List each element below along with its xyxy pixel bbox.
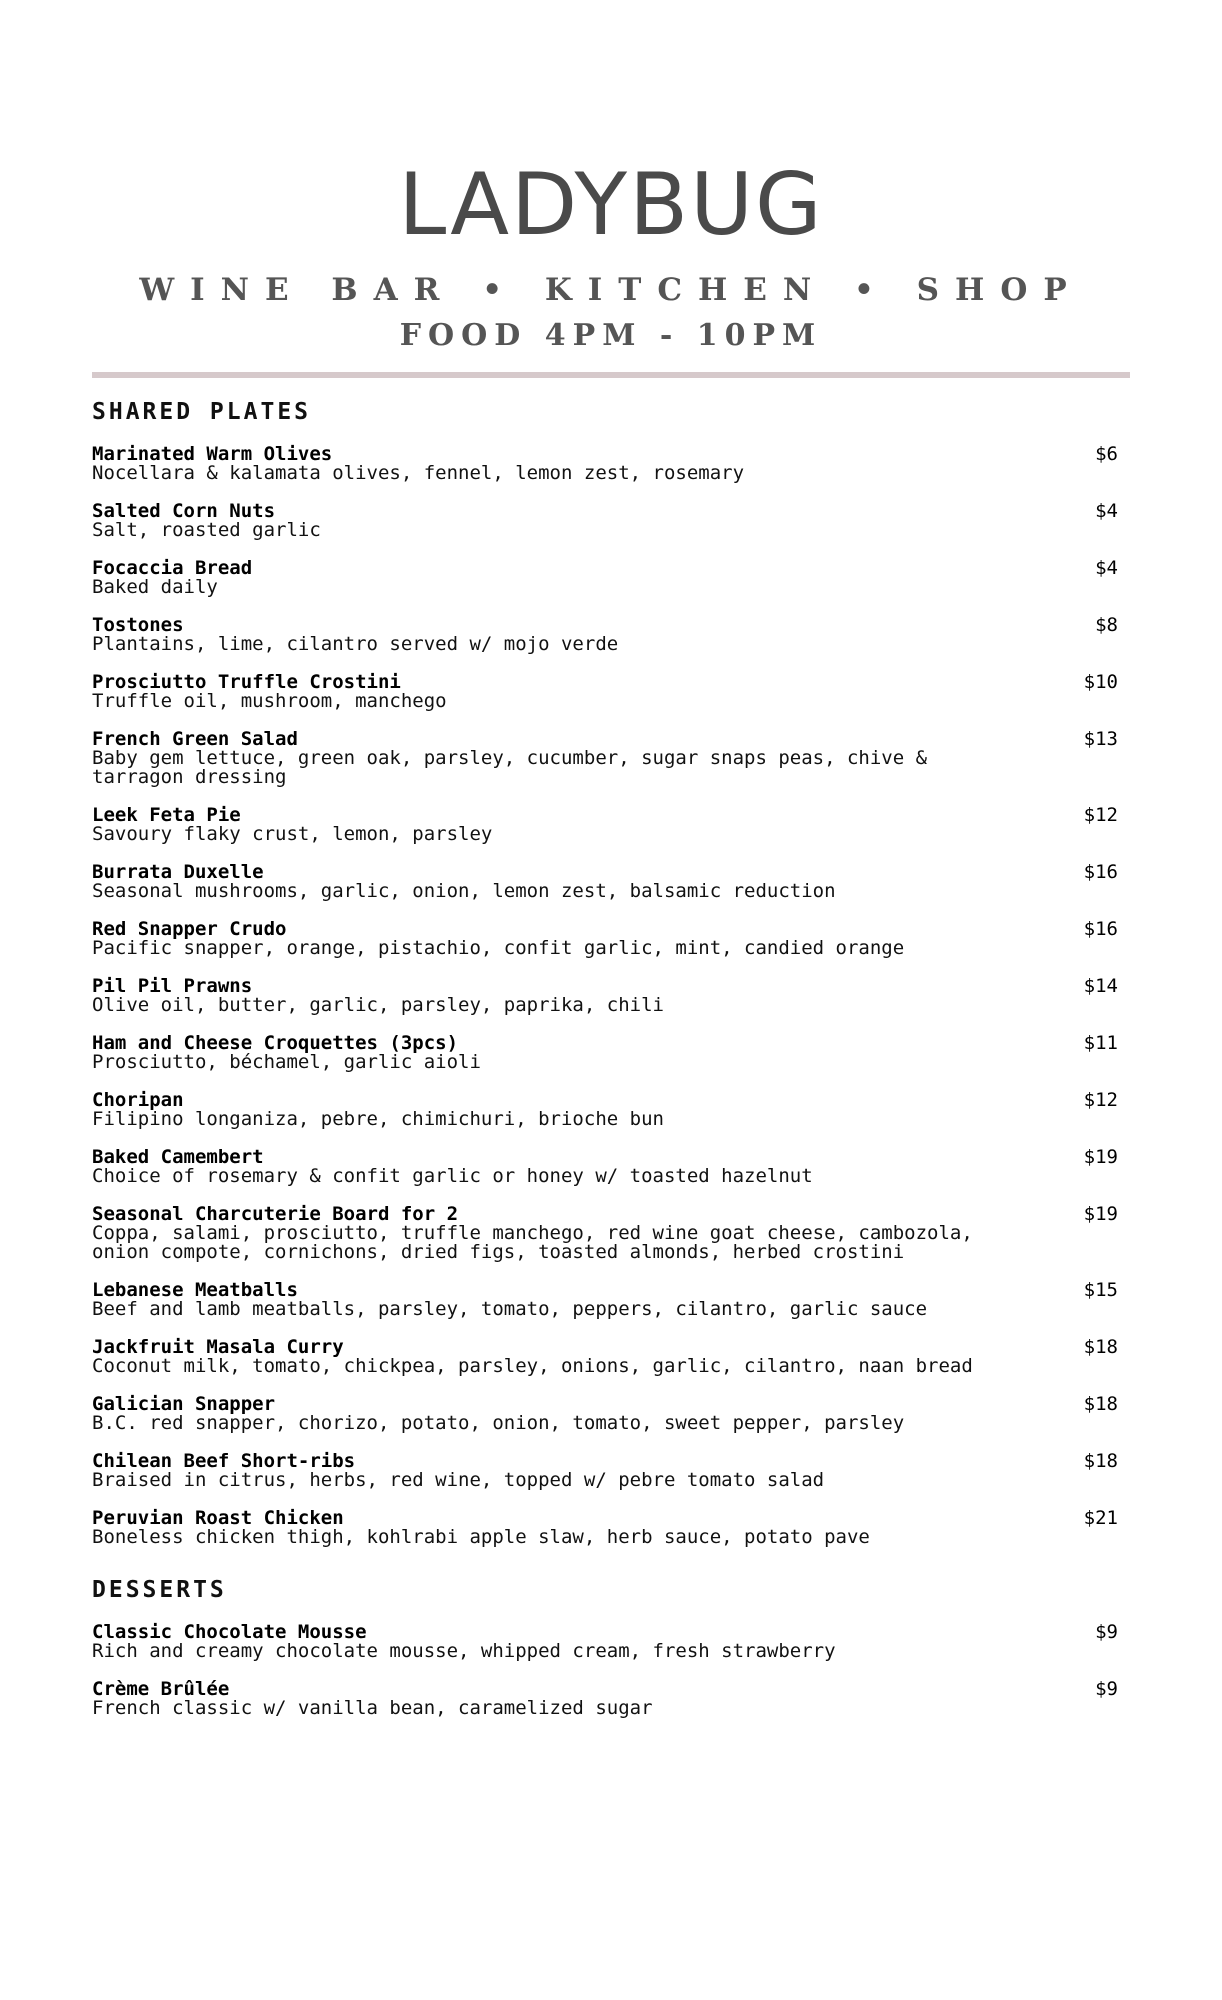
menu-item-description: Boneless chicken thigh, kohlrabi apple slaw, herb sauce, potato pave: [92, 1526, 870, 1548]
menu-item-name: Salted Corn Nuts: [92, 500, 276, 522]
menu-item-description: Filipino longaniza, pebre, chimichuri, brioche bun: [92, 1108, 664, 1130]
menu-item: [92, 1623, 1118, 1661]
menu-item: [92, 1034, 1118, 1072]
menu-item-price: $4: [1095, 557, 1118, 579]
menu-item-description: Beef and lamb meatballs, parsley, tomato, peppers, cilantro, garlic sauce: [92, 1298, 928, 1320]
shared-plates-list: [92, 445, 1118, 1547]
menu-item-name: Lebanese Meatballs: [92, 1279, 298, 1301]
menu-header: [0, 150, 1222, 356]
menu-item-description: Savoury flaky crust, lemon, parsley: [92, 823, 493, 845]
logo-wordmark: LADYBUG: [398, 155, 824, 255]
menu-item-price: $4: [1095, 500, 1118, 522]
menu-item-name: Jackfruit Masala Curry: [92, 1336, 344, 1358]
menu-item: [92, 1281, 1118, 1319]
food-hours: FOOD 4PM - 10PM: [399, 318, 823, 353]
menu-item-description: Seasonal mushrooms, garlic, onion, lemon zest, balsamic reduction: [92, 880, 836, 902]
menu-item: [92, 863, 1118, 901]
menu-item-name: Classic Chocolate Mousse: [92, 1621, 367, 1643]
section-title-desserts: DESSERTS: [92, 1577, 227, 1603]
menu-item-description: Baked daily: [92, 576, 218, 598]
menu-item-price: $9: [1095, 1678, 1118, 1700]
menu-item-name: Pil Pil Prawns: [92, 975, 253, 997]
menu-item-price: $14: [1083, 975, 1118, 997]
menu-item-description: Baby gem lettuce, green oak, parsley, cucumber, sugar snaps peas, chive & tarragon dressing: [92, 747, 928, 788]
menu-item-name: Tostones: [92, 614, 184, 636]
menu-item-description: Coppa, salami, prosciutto, truffle manchego, red wine goat cheese, cambozola, onion compote, cornichons, dried figs, toasted almonds, herbed crostini: [92, 1222, 973, 1263]
menu-item: [92, 1509, 1118, 1547]
menu-item-description: Coconut milk, tomato, chickpea, parsley, onions, garlic, cilantro, naan bread: [92, 1355, 973, 1377]
menu-item-description: Salt, roasted garlic: [92, 519, 321, 541]
menu-item-name: Red Snapper Crudo: [92, 918, 287, 940]
menu-item-description: Braised in citrus, herbs, red wine, topped w/ pebre tomato salad: [92, 1469, 825, 1491]
menu-item-name: Focaccia Bread: [92, 557, 253, 579]
menu-item-name: Peruvian Roast Chicken: [92, 1507, 344, 1529]
menu-item-description: Prosciutto, béchamel, garlic aioli: [92, 1051, 481, 1073]
menu-item-name: Marinated Warm Olives: [92, 443, 333, 465]
menu-item: [92, 1395, 1118, 1433]
menu-item-price: $8: [1095, 614, 1118, 636]
menu-item: [92, 806, 1118, 844]
menu-item: [92, 920, 1118, 958]
menu-item-price: $15: [1083, 1279, 1118, 1301]
menu-item-description: Nocellara & kalamata olives, fennel, lemon zest, rosemary: [92, 462, 745, 484]
menu-item: [92, 1148, 1118, 1186]
menu-item: [92, 559, 1118, 597]
menu-item: [92, 445, 1118, 483]
menu-item-name: Baked Camembert: [92, 1146, 264, 1168]
menu-item: [92, 730, 1118, 787]
menu-item-name: Prosciutto Truffle Crostini: [92, 671, 401, 693]
menu-item-name: Seasonal Charcuterie Board for 2: [92, 1203, 459, 1225]
menu-item-description: Plantains, lime, cilantro served w/ mojo verde: [92, 633, 619, 655]
menu-item-price: $6: [1095, 443, 1118, 465]
menu-item-name: Galician Snapper: [92, 1393, 276, 1415]
menu-item: [92, 1205, 1118, 1262]
menu-item-description: Rich and creamy chocolate mousse, whipped cream, fresh strawberry: [92, 1640, 836, 1662]
menu-item: [92, 977, 1118, 1015]
menu-item-price: $18: [1083, 1450, 1118, 1472]
menu-item: [92, 1091, 1118, 1129]
section-title-shared-plates: SHARED PLATES: [92, 399, 312, 425]
header-divider: [92, 372, 1130, 378]
menu-item-name: Choripan: [92, 1089, 184, 1111]
menu-item-price: $18: [1083, 1336, 1118, 1358]
menu-item-description: French classic w/ vanilla bean, caramelized sugar: [92, 1697, 653, 1719]
menu-item-description: B.C. red snapper, chorizo, potato, onion, tomato, sweet pepper, parsley: [92, 1412, 905, 1434]
menu-item-name: Crème Brûlée: [92, 1678, 230, 1700]
menu-item-price: $11: [1083, 1032, 1118, 1054]
menu-item-price: $21: [1083, 1507, 1118, 1529]
menu-item: [92, 673, 1118, 711]
menu-item-description: Truffle oil, mushroom, manchego: [92, 690, 447, 712]
menu-item-price: $9: [1095, 1621, 1118, 1643]
menu-item-name: Chilean Beef Short-ribs: [92, 1450, 356, 1472]
menu-item-price: $19: [1083, 1203, 1118, 1225]
menu-body: [92, 395, 1118, 1737]
menu-item-price: $18: [1083, 1393, 1118, 1415]
menu-item-price: $12: [1083, 1089, 1118, 1111]
menu-item-name: Burrata Duxelle: [92, 861, 264, 883]
menu-item-description: Choice of rosemary & confit garlic or honey w/ toasted hazelnut: [92, 1165, 813, 1187]
menu-item-price: $16: [1083, 918, 1118, 940]
tagline: WINE BAR • KITCHEN • SHOP: [139, 272, 1083, 308]
menu-item-name: Ham and Cheese Croquettes (3pcs): [92, 1032, 459, 1054]
menu-item-price: $12: [1083, 804, 1118, 826]
menu-item-price: $19: [1083, 1146, 1118, 1168]
desserts-list: [92, 1623, 1118, 1718]
menu-item-price: $13: [1083, 728, 1118, 750]
menu-item-name: French Green Salad: [92, 728, 298, 750]
menu-item-price: $16: [1083, 861, 1118, 883]
menu-item: [92, 502, 1118, 540]
menu-item-description: Olive oil, butter, garlic, parsley, paprika, chili: [92, 994, 664, 1016]
menu-item: [92, 1452, 1118, 1490]
menu-item: [92, 1338, 1118, 1376]
menu-item: [92, 1680, 1118, 1718]
menu-item: [92, 616, 1118, 654]
menu-item-description: Pacific snapper, orange, pistachio, confit garlic, mint, candied orange: [92, 937, 905, 959]
menu-item-price: $10: [1083, 671, 1118, 693]
menu-item-name: Leek Feta Pie: [92, 804, 241, 826]
